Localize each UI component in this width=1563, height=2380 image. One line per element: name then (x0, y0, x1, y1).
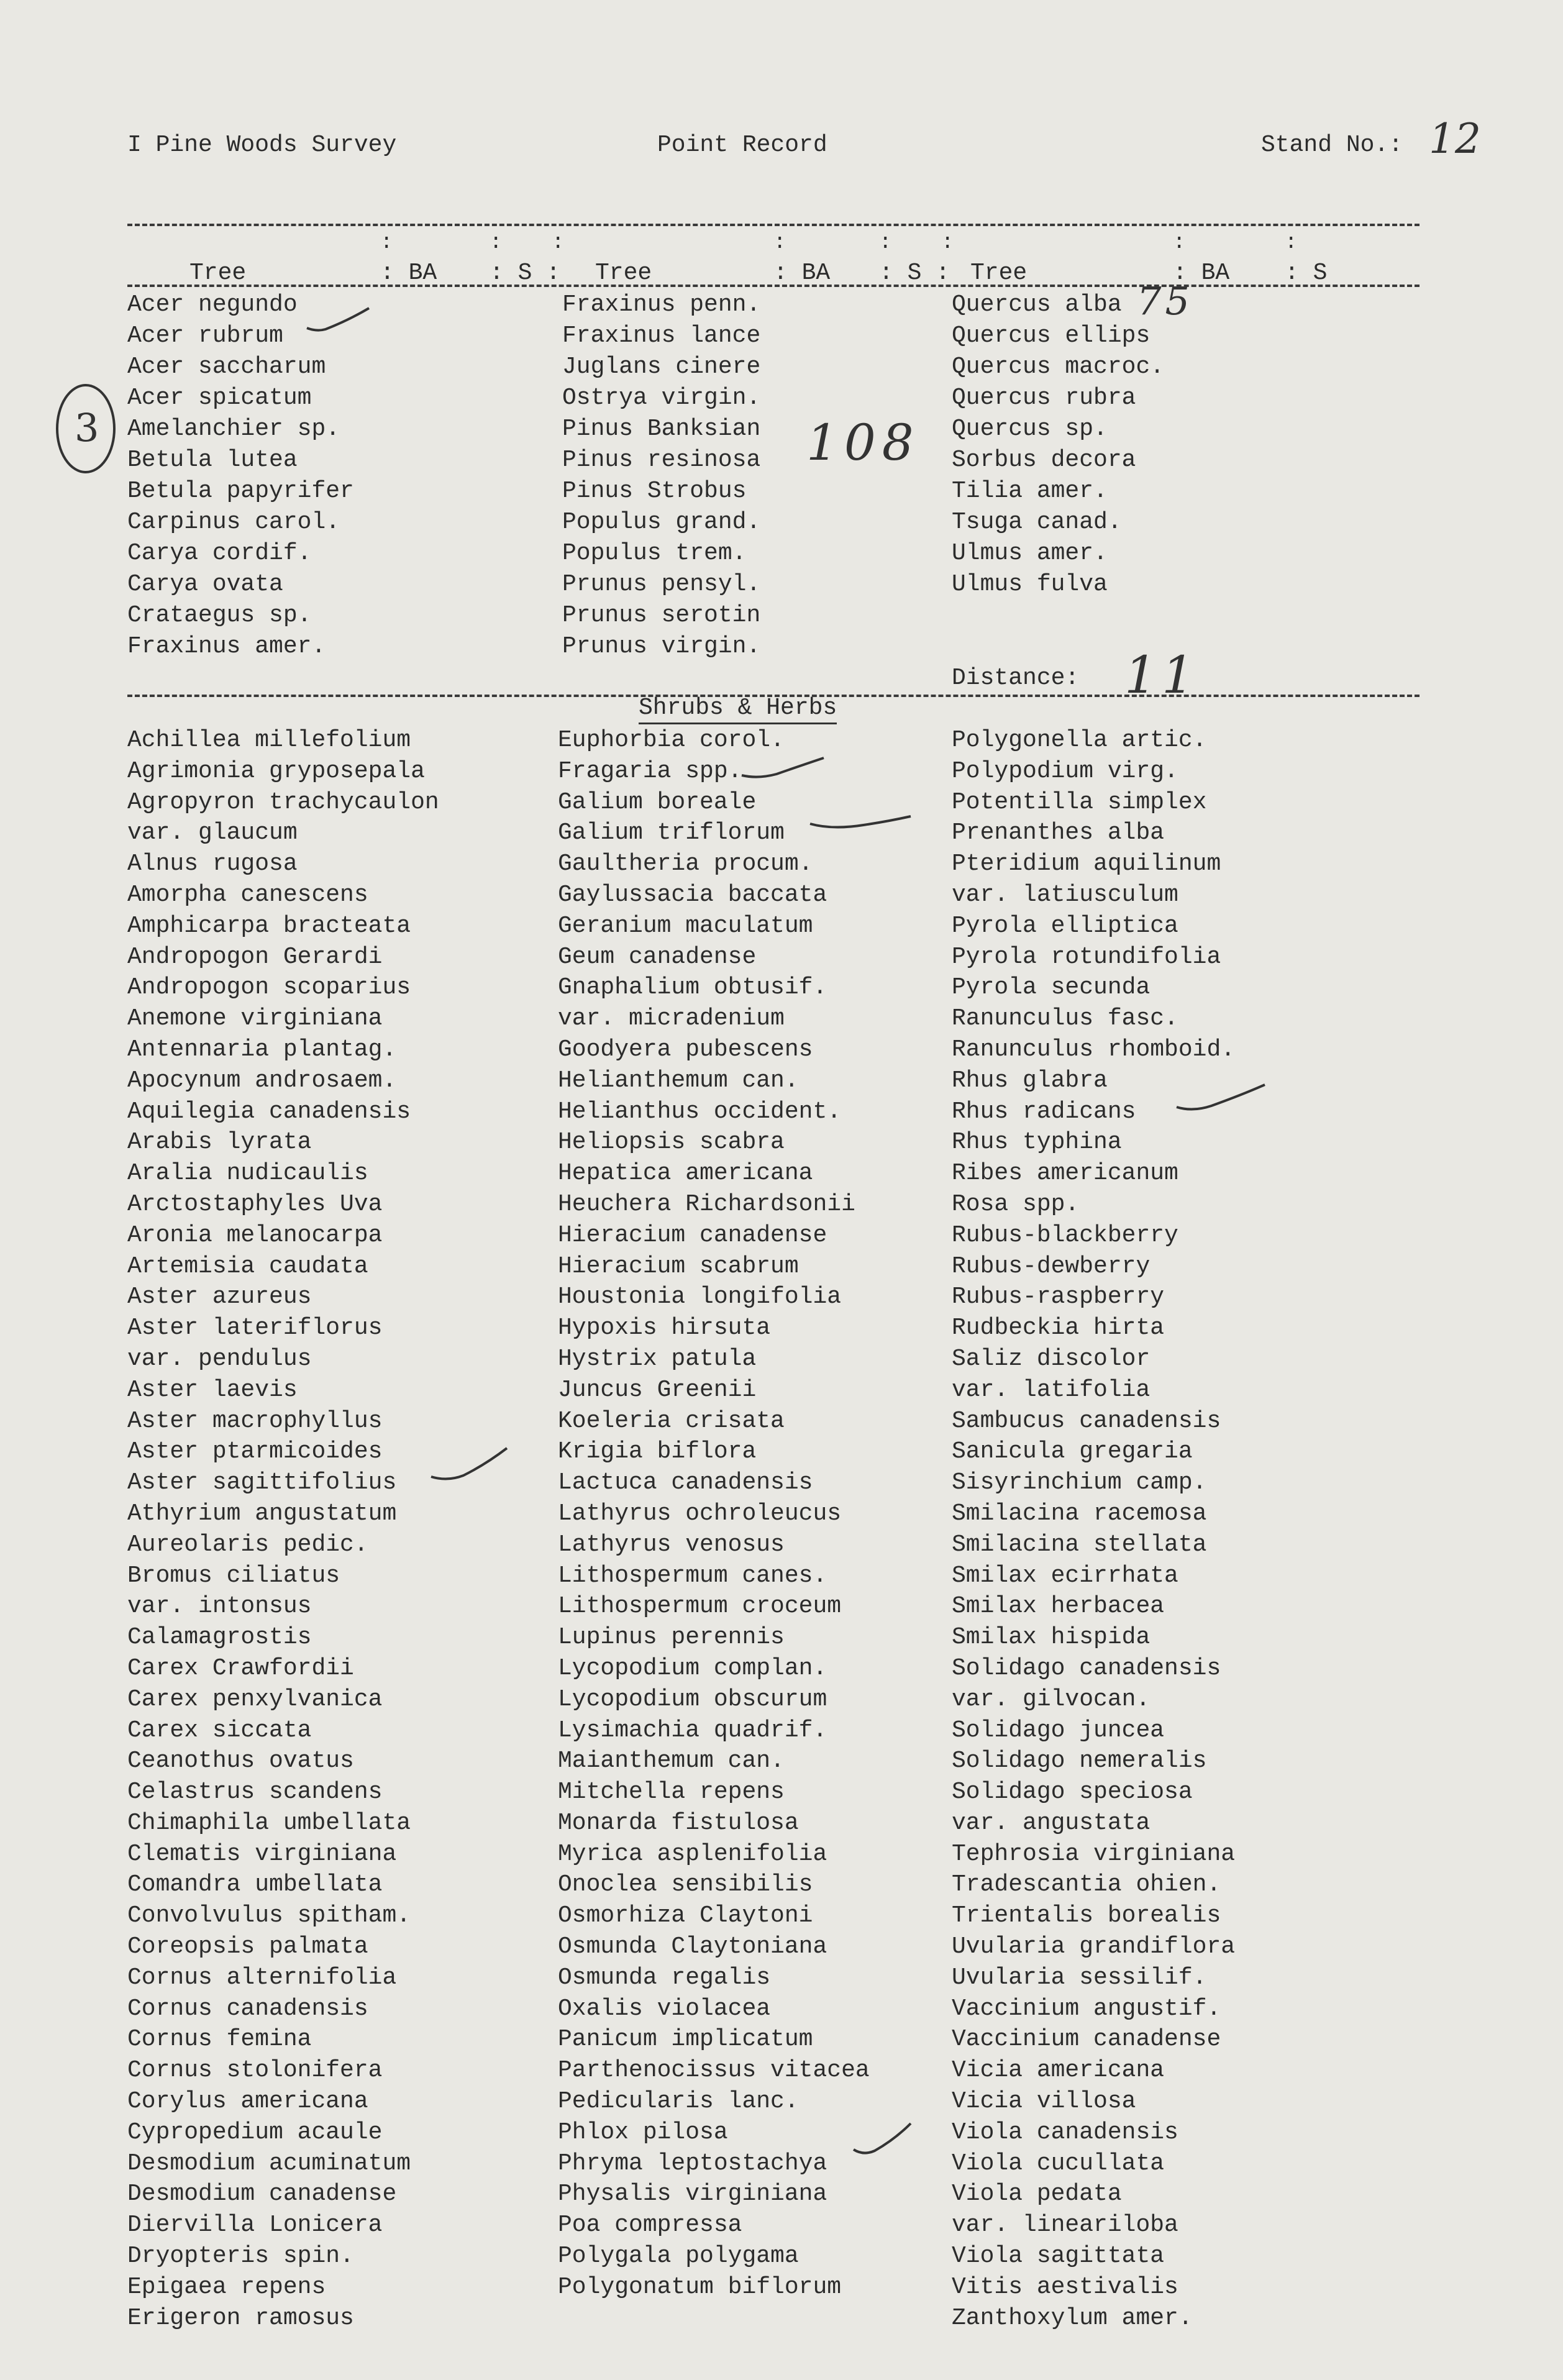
species-item: Rubus-dewberry (952, 1252, 1151, 1280)
species-item: Carex penxylvanica (127, 1685, 383, 1713)
species-item: Juglans cinere (562, 353, 761, 380)
species-item: Betula lutea (127, 447, 298, 473)
species-item: Mitchella repens (558, 1779, 785, 1806)
species-item: Carya cordif. (127, 540, 312, 567)
species-item: var. glaucum (127, 819, 298, 847)
species-item: Tradescantia ohien. (952, 1871, 1221, 1899)
species-item: Carex siccata (127, 1717, 312, 1744)
species-item: Saliz discolor (952, 1345, 1151, 1372)
species-item: Solidago speciosa (952, 1779, 1193, 1806)
species-item: Rhus radicans (952, 1098, 1136, 1125)
species-item: Helianthemum can. (558, 1067, 799, 1094)
species-item: Pteridium aquilinum (952, 850, 1221, 878)
species-item: Polygonella artic. (952, 727, 1207, 754)
quercus-alba-ba-handwritten: 75 (1137, 278, 1193, 324)
species-item: Coreopsis palmata (127, 1933, 368, 1961)
species-item: Fragaria spp. (558, 757, 742, 785)
record-title: Point Record (657, 132, 827, 158)
species-item: Uvularia sessilif. (952, 1964, 1207, 1991)
species-item: Ulmus fulva (952, 571, 1108, 598)
top-dashed-rule (127, 224, 1419, 226)
species-item: Betula papyrifer (127, 478, 354, 504)
species-item: Ceanothus ovatus (127, 1748, 354, 1775)
species-item: Carex Crawfordii (127, 1654, 354, 1682)
species-item: Heliopsis scabra (558, 1129, 785, 1156)
species-item: Vitis aestivalis (952, 2273, 1178, 2300)
species-item: Pyrola elliptica (952, 912, 1178, 939)
species-item: Polygonatum biflorum (558, 2273, 842, 2300)
species-item: Euphorbia corol. (558, 727, 785, 754)
circled-number-annotation (50, 379, 118, 478)
species-item: Athyrium angustatum (127, 1500, 397, 1527)
species-item: Artemisia caudata (127, 1252, 368, 1280)
species-item: Onoclea sensibilis (558, 1871, 813, 1899)
species-item: Quercus macroc. (952, 353, 1165, 380)
species-item: Cornus alternifolia (127, 1964, 397, 1991)
species-item: Myrica asplenifolia (558, 1840, 827, 1867)
species-item: Panicum implicatum (558, 2026, 813, 2053)
species-item: Houstonia longifolia (558, 1283, 842, 1311)
species-item: Smilax herbacea (952, 1593, 1165, 1620)
species-item: Lycopodium complan. (558, 1654, 827, 1682)
species-item: Ulmus amer. (952, 540, 1108, 567)
species-item: Prunus pensyl. (562, 571, 761, 598)
species-item: Parthenocissus vitacea (558, 2057, 870, 2084)
species-item: Aster laevis (127, 1376, 298, 1403)
shrubs-list-col2 (558, 725, 870, 2303)
species-item: Acer rubrum (127, 322, 283, 349)
species-item: Aureolaris pedic. (127, 1531, 368, 1558)
species-item: Acer negundo (127, 291, 298, 318)
species-item: var. pendulus (127, 1345, 312, 1372)
species-item: Smilacina stellata (952, 1531, 1207, 1558)
species-item: Hypoxis hirsuta (558, 1315, 771, 1342)
species-item: Vaccinium canadense (952, 2026, 1221, 2053)
species-item: Juncus Greenii (558, 1376, 757, 1403)
species-item: Sisyrinchium camp. (952, 1469, 1207, 1497)
col1-s-header: : S : (490, 260, 561, 286)
tree-list-col1 (127, 290, 354, 662)
species-item: Galium triflorum (558, 819, 785, 847)
species-item: Cornus canadensis (127, 1995, 368, 2022)
col3-ba-header: : BA (1173, 260, 1230, 286)
species-item: Osmunda regalis (558, 1964, 771, 1991)
col2-tree-header: Tree (595, 260, 652, 286)
species-item: Ranunculus fasc. (952, 1005, 1178, 1033)
species-item: Cornus femina (127, 2026, 312, 2053)
species-item: Alnus rugosa (127, 850, 298, 878)
species-item: Trientalis borealis (952, 1902, 1221, 1930)
species-item: Polypodium virg. (952, 757, 1178, 785)
species-item: Acer spicatum (127, 385, 312, 411)
species-item: Geum canadense (558, 943, 757, 970)
species-item: Aster ptarmicoides (127, 1438, 383, 1466)
species-item: Quercus ellips (952, 322, 1151, 349)
species-item: var. angustata (952, 1809, 1151, 1836)
species-item: Smilacina racemosa (952, 1500, 1207, 1527)
species-item: Lupinus perennis (558, 1624, 785, 1651)
col1-tree-header: Tree (189, 260, 247, 286)
species-item: Corylus americana (127, 2088, 368, 2115)
species-item: Viola canadensis (952, 2118, 1178, 2146)
species-item: Phryma leptostachya (558, 2150, 827, 2177)
distance-value-handwritten: 11 (1124, 646, 1200, 705)
species-item: Arctostaphyles Uva (127, 1190, 383, 1218)
survey-title: I Pine Woods Survey (127, 132, 397, 158)
species-item: Physalis virginiana (558, 2181, 827, 2208)
species-item: Vicia villosa (952, 2088, 1136, 2115)
species-item: Desmodium canadense (127, 2181, 397, 2208)
species-item: Anemone virginiana (127, 1005, 383, 1033)
acer-rubrum-checkmark-icon (304, 304, 373, 335)
species-item: Calamagrostis (127, 1624, 312, 1651)
species-item: Dryopteris spin. (127, 2243, 354, 2270)
species-item: Helianthus occident. (558, 1098, 842, 1125)
species-item: Aquilegia canadensis (127, 1098, 411, 1125)
col1-ba-header: : BA (380, 260, 437, 286)
species-item: Carpinus carol. (127, 509, 340, 536)
species-item: Ranunculus rhomboid. (952, 1036, 1236, 1063)
species-item: Pinus Banksian (562, 416, 761, 442)
rhus-radicans-checkmark-icon (1174, 1080, 1267, 1117)
species-item: Hepatica americana (558, 1160, 813, 1187)
species-item: Pyrola rotundifolia (952, 943, 1221, 970)
species-item: Potentilla simplex (952, 788, 1207, 816)
species-item: Ribes americanum (952, 1160, 1178, 1187)
species-item: Gaylussacia baccata (558, 881, 827, 908)
species-item: Gaultheria procum. (558, 850, 813, 878)
species-item: Smilax ecirrhata (952, 1562, 1178, 1589)
species-item: var. latiusculum (952, 881, 1178, 908)
species-item: Rhus glabra (952, 1067, 1108, 1094)
species-item: Quercus sp. (952, 416, 1108, 442)
species-item: Pedicularis lanc. (558, 2088, 799, 2115)
species-item: Comandra umbellata (127, 1871, 383, 1899)
species-item: Rhus typhina (952, 1129, 1122, 1156)
species-item: Diervilla Lonicera (127, 2212, 383, 2239)
species-item: Cypropedium acaule (127, 2118, 383, 2146)
col2-s-header: : S : (879, 260, 950, 286)
species-item: Solidago canadensis (952, 1654, 1221, 1682)
species-item: var. intonsus (127, 1593, 312, 1620)
col3-tree-header: Tree (970, 260, 1028, 286)
species-item: Rubus-raspberry (952, 1283, 1165, 1311)
species-item: Celastrus scandens (127, 1779, 383, 1806)
shrubs-list-col1 (127, 725, 439, 2333)
species-item: Viola sagittata (952, 2243, 1165, 2270)
shrubs-herbs-title: Shrubs & Herbs (639, 695, 837, 721)
species-item: Epigaea repens (127, 2273, 326, 2300)
species-item: var. latifolia (952, 1376, 1151, 1403)
species-item: Hystrix patula (558, 1345, 757, 1372)
species-item: Goodyera pubescens (558, 1036, 813, 1063)
species-item: Zanthoxylum amer. (952, 2304, 1193, 2332)
species-item: Sambucus canadensis (952, 1407, 1221, 1434)
species-item: Lathyrus venosus (558, 1531, 785, 1558)
species-item: Ostrya virgin. (562, 385, 761, 411)
species-item: Osmorhiza Claytoni (558, 1902, 813, 1930)
species-item: Viola pedata (952, 2181, 1122, 2208)
species-item: Crataegus sp. (127, 602, 312, 629)
tree-list-col3 (952, 290, 1164, 600)
species-item: Galium boreale (558, 788, 757, 816)
galium-triflorum-checkmark-icon (808, 808, 913, 832)
species-item: Osmunda Claytoniana (558, 1933, 827, 1961)
species-item: Pinus resinosa (562, 447, 761, 473)
species-item: Agropyron trachycaulon (127, 788, 439, 816)
species-item: Solidago juncea (952, 1717, 1165, 1744)
species-item: Erigeron ramosus (127, 2304, 354, 2332)
species-item: Prunus virgin. (562, 633, 761, 660)
species-item: Monarda fistulosa (558, 1809, 799, 1836)
species-item: Andropogon scoparius (127, 974, 411, 1001)
tree-list-col2 (562, 290, 760, 662)
species-item: Lactuca canadensis (558, 1469, 813, 1497)
species-item: Gnaphalium obtusif. (558, 974, 827, 1001)
species-item: Phlox pilosa (558, 2118, 728, 2146)
species-item: Poa compressa (558, 2212, 742, 2239)
species-item: Solidago nemeralis (952, 1748, 1207, 1775)
species-item: Amphicarpa bracteata (127, 912, 411, 939)
stand-label: Stand No.: (1261, 132, 1403, 158)
species-item: Quercus alba (952, 291, 1122, 318)
species-item: Pinus Strobus (562, 478, 747, 504)
species-item: Carya ovata (127, 571, 283, 598)
species-item: Populus trem. (562, 540, 747, 567)
species-item: Uvularia grandiflora (952, 1933, 1236, 1961)
species-item: var. gilvocan. (952, 1685, 1151, 1713)
stand-number-handwritten: 12 (1429, 115, 1481, 163)
species-item: Aronia melanocarpa (127, 1221, 383, 1249)
species-item: Clematis virginiana (127, 1840, 397, 1867)
col3-s-header: : S (1285, 260, 1328, 286)
species-item: Populus grand. (562, 509, 761, 536)
species-item: Arabis lyrata (127, 1129, 312, 1156)
species-item: Quercus rubra (952, 385, 1136, 411)
species-item: Amelanchier sp. (127, 416, 340, 442)
species-item: Koeleria crisata (558, 1407, 785, 1434)
circled-number: 3 (75, 405, 99, 450)
phryma-checkmark-icon (851, 2120, 913, 2163)
species-item: Amorpha canescens (127, 881, 368, 908)
survey-form-page: I Pine Woods Survey Point Record Stand No.: 12 : : : : : : : : Tree : BA : S : Tree : BA : S : Tree : BA : S Acer negundo Acer rubrum Acer saccharum Acer spicatum Amelanchier sp. Betula lutea Betula papyrifer Carpinus carol. Carya cordif. Carya ovata Crataegus sp. Fraxinus amer. Fraxinus penn. Fraxinus lance Juglans cinere Ostrya virgin. Pinus Banksian Pinus resinosa Pinus Strobus Populus grand. Populus trem. Prunus pensyl. Prunus serotin Prunus virgin. Quercus alba Quercus ellips Quercus macroc. Quercus rubra Quercus sp. Sorbus decora Tilia amer. Tsuga canad. Ulmus amer. Ulmus fulva 108 75 3 Distance: 11 Shrubs & Herbs Achillea millefolium Agrimonia gryposepala Agropyron trachycaulon var. glaucum Alnus rugosa Amorpha canescens Amphicarpa bracteata Andropogon Gerardi Andropogon scoparius Anemone virginiana Antennaria plantag. Apocynum androsaem. Aquilegia canadensis Arabis lyrata Aralia nudicaulis Arctostaphyles Uva Aronia melanocarpa Artemisia caudata Aster azureus Aster lateriflorus var. pendulus Aster laevis Aster macrophyllus Aster ptarmicoides Aster sagittifolius Athyrium angustatum Aureolaris pedic. Bromus ciliatus var. intonsus Calamagrostis Carex Crawfordii Carex penxylvanica Carex siccata Ceanothus ovatus Celastrus scandens Chimaphila umbellata Clematis virginiana Comandra umbellata Convolvulus spitham. Coreopsis palmata Cornus alternifolia Cornus canadensis Cornus femina Cornus stolonifera Corylus americana Cypropedium acaule Desmodium acuminatum Desmodium canadense Diervilla Lonicera Dryopteris spin. Epigaea repens Erigeron ramosus Euphorbia corol. Fragaria spp. Galium boreale Galium triflorum Gaultheria procum. Gaylussacia baccata Geranium maculatum Geum canadense Gnaphalium obtusif. var. micradenium Goodyera pubescens Helianthemum can. Helianthus occident. Heliopsis scabra Hepatica americana Heuchera Richardsonii Hieracium canadense Hieracium scabrum Houstonia longifolia Hypoxis hirsuta Hystrix patula Juncus Greenii Koeleria crisata Krigia biflora Lactuca canadensis Lathyrus ochroleucus Lathyrus venosus Lithospermum canes. Lithospermum croceum Lupinus perennis Lycopodium complan. Lycopodium obscurum Lysimachia quadrif. Maianthemum can. Mitchella repens Monarda fistulosa Myrica asplenifolia Onoclea sensibilis Osmorhiza Claytoni Osmunda Claytoniana Osmunda regalis Oxalis violacea Panicum implicatum Parthenocissus vitacea Pedicularis lanc. Phlox pilosa Phryma leptostachya Physalis virginiana Poa compressa Polygala polygama Polygonatum biflorum Polygonella artic. Polypodium virg. Potentilla simplex Prenanthes alba Pteridium aquilinum var. latiusculum Pyrola elliptica Pyrola rotundifolia Pyrola secunda Ranunculus fasc. Ranunculus rhomboid. Rhus glabra Rhus radicans Rhus typhina Ribes americanum Rosa spp. Rubus-blackberry Rubus-dewberry Rubus-raspberry Rudbeckia hirta Saliz discolor var. latifolia Sambucus canadensis Sanicula gregaria Sisyrinchium camp. Smilacina racemosa Smilacina stellata Smilax ecirrhata Smilax herbacea Smilax hispida Solidago canadensis var. gilvocan. Solidago juncea Solidago nemeralis Solidago speciosa var. angustata Tephrosia virginiana Tradescantia ohien. Trientalis borealis Uvularia grandiflora Uvularia sessilif. Vaccinium angustif. Vaccinium canadense Vicia americana Vicia villosa Viola canadensis Viola cucullata Viola pedata var. lineariloba Viola sagittata Vitis aestivalis Zanthoxylum amer. (0, 0, 1563, 2380)
species-item: Aster lateriflorus (127, 1315, 383, 1342)
species-item: Tilia amer. (952, 478, 1108, 504)
species-item: Acer saccharum (127, 353, 326, 380)
species-item: Fraxinus lance (562, 322, 761, 349)
species-item: Prenanthes alba (952, 819, 1165, 847)
species-item: Agrimonia gryposepala (127, 757, 425, 785)
species-item: Fraxinus amer. (127, 633, 326, 660)
fragaria-checkmark-icon (739, 752, 826, 783)
species-item: Vicia americana (952, 2057, 1165, 2084)
species-item: Aster sagittifolius (127, 1469, 397, 1497)
species-item: Cornus stolonifera (127, 2057, 383, 2084)
species-item: Chimaphila umbellata (127, 1809, 411, 1836)
species-item: Prunus serotin (562, 602, 761, 629)
species-item: Fraxinus penn. (562, 291, 761, 318)
species-item: Bromus ciliatus (127, 1562, 340, 1589)
species-item: Lathyrus ochroleucus (558, 1500, 842, 1527)
distance-field (952, 665, 1079, 691)
species-item: Heuchera Richardsonii (558, 1190, 855, 1218)
species-item: Sorbus decora (952, 447, 1136, 473)
species-item: Andropogon Gerardi (127, 943, 383, 970)
species-item: var. lineariloba (952, 2212, 1178, 2239)
species-item: Polygala polygama (558, 2243, 799, 2270)
species-item: Tephrosia virginiana (952, 1840, 1236, 1867)
species-item: Achillea millefolium (127, 727, 411, 754)
species-item: Convolvulus spitham. (127, 1902, 411, 1930)
species-item: Rubus-blackberry (952, 1221, 1178, 1249)
species-item: Rosa spp. (952, 1190, 1080, 1218)
species-item: var. micradenium (558, 1005, 785, 1033)
species-item: Antennaria plantag. (127, 1036, 397, 1063)
species-item: Aralia nudicaulis (127, 1160, 368, 1187)
species-item: Hieracium scabrum (558, 1252, 799, 1280)
species-item: Geranium maculatum (558, 912, 813, 939)
species-item: Rudbeckia hirta (952, 1315, 1165, 1342)
species-item: Pyrola secunda (952, 974, 1151, 1001)
species-item: Maianthemum can. (558, 1748, 785, 1775)
species-item: Tsuga canad. (952, 509, 1122, 536)
species-item: Desmodium acuminatum (127, 2150, 411, 2177)
species-item: Smilax hispida (952, 1624, 1151, 1651)
species-item: Lithospermum croceum (558, 1593, 842, 1620)
species-item: Krigia biflora (558, 1438, 757, 1466)
shrubs-list-col3 (952, 725, 1235, 2333)
species-item: Aster macrophyllus (127, 1407, 383, 1434)
aster-sagittifolius-checkmark-icon (429, 1444, 509, 1488)
species-item: Lysimachia quadrif. (558, 1717, 827, 1744)
species-item: Lycopodium obscurum (558, 1685, 827, 1713)
species-item: Vaccinium angustif. (952, 1995, 1221, 2022)
species-item: Viola cucullata (952, 2150, 1165, 2177)
species-item: Aster azureus (127, 1283, 312, 1311)
col2-ba-header: : BA (773, 260, 831, 286)
pinus-resinosa-ba-handwritten: 108 (806, 414, 920, 472)
species-item: Hieracium canadense (558, 1221, 827, 1249)
species-item: Lithospermum canes. (558, 1562, 827, 1589)
species-item: Sanicula gregaria (952, 1438, 1193, 1466)
species-item: Apocynum androsaem. (127, 1067, 397, 1094)
species-item: Oxalis violacea (558, 1995, 771, 2022)
distance-label: Distance: (952, 665, 1080, 691)
